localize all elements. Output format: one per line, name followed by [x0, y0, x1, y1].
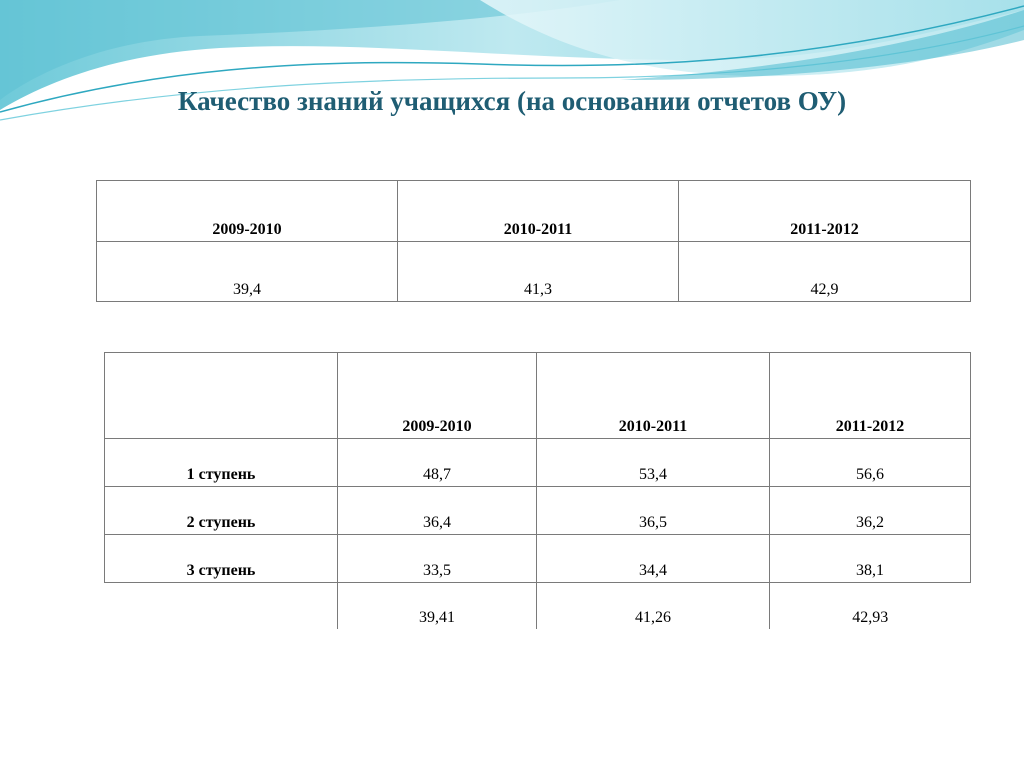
row-label: 2 ступень — [105, 487, 338, 535]
table-cell: 48,7 — [338, 439, 537, 487]
table-header-cell: 2011-2012 — [679, 181, 971, 242]
table-row — [105, 439, 971, 487]
row-label: 3 ступень — [105, 535, 338, 583]
table-header-cell: 2009-2010 — [338, 353, 537, 439]
table-cell: 39,4 — [97, 242, 398, 302]
table-header-cell: 2010-2011 — [537, 353, 770, 439]
slide-title: Качество знаний учащихся (на основании отчетов ОУ) — [177, 86, 847, 116]
table-cell: 33,5 — [338, 535, 537, 583]
table-cell: 36,5 — [537, 487, 770, 535]
total-cell: 41,26 — [537, 583, 770, 630]
table-cell: 38,1 — [770, 535, 971, 583]
table-header-row — [105, 353, 971, 439]
total-cell: 39,41 — [338, 583, 537, 630]
table-header-cell — [105, 353, 338, 439]
table-row — [105, 487, 971, 535]
table-header-cell: 2011-2012 — [770, 353, 971, 439]
table-header-cell: 2009-2010 — [97, 181, 398, 242]
table-cell: 36,2 — [770, 487, 971, 535]
table-cell: 41,3 — [398, 242, 679, 302]
knowledge-quality-by-stage-table — [104, 352, 971, 629]
totals-row — [105, 583, 971, 630]
table-header-row — [97, 181, 971, 242]
empty-cell — [105, 583, 338, 630]
total-cell: 42,93 — [770, 583, 971, 630]
table-row — [105, 535, 971, 583]
table-row — [97, 242, 971, 302]
table-cell: 53,4 — [537, 439, 770, 487]
row-label: 1 ступень — [105, 439, 338, 487]
table-cell: 56,6 — [770, 439, 971, 487]
table-cell: 36,4 — [338, 487, 537, 535]
table-header-cell: 2010-2011 — [398, 181, 679, 242]
table-cell: 34,4 — [537, 535, 770, 583]
knowledge-quality-summary-table — [96, 180, 971, 302]
table-cell: 42,9 — [679, 242, 971, 302]
